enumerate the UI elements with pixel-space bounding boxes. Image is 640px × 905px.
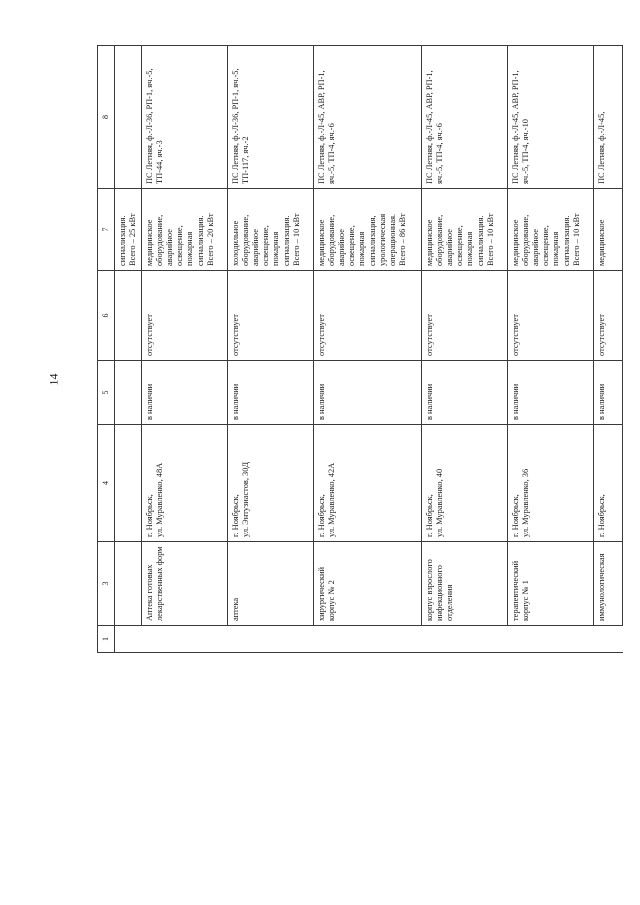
table-cell: корпус взрослого инфекционного отделения	[422, 542, 508, 626]
table-row	[422, 46, 508, 653]
table-cell: сигнализация. Всего – 25 кВт	[115, 189, 142, 271]
table-cell	[115, 425, 142, 542]
table-row	[228, 46, 314, 653]
rotated-page-content	[97, 46, 605, 653]
table-cell: Аптека готовых лекарственных форм	[142, 542, 228, 626]
table-cell: г. Ноябрьск, ул. Энтузиастов, 30Д	[228, 425, 314, 542]
header-row	[98, 46, 115, 653]
data-table	[97, 45, 623, 653]
table-cell: в наличии	[422, 361, 508, 425]
table-cell: иммунологическая	[594, 542, 623, 626]
table-cell: отсутствует	[594, 271, 623, 361]
table-cell: медицинское оборудование, аварийное освещение, пожарная сигнализация, урологическая операционная. Всего – 86 кВт	[314, 189, 422, 271]
table-cell: ПС Летняя, ф.-Л-45, АВР, РП-1, яч.-5, ТП-4, яч.-10	[508, 46, 594, 189]
column-header: 5	[98, 361, 115, 425]
table-row	[594, 46, 623, 653]
table-cell: г. Ноябрьск, ул. Муравленко, 40	[422, 425, 508, 542]
column-header: 8	[98, 46, 115, 189]
table-cell: отсутствует	[314, 271, 422, 361]
column-header: 4	[98, 425, 115, 542]
table-cell: медицинское	[594, 189, 623, 271]
table-cell: медицинское оборудование, аварийное освещение, пожарная сигнализация. Всего – 10 кВт	[508, 189, 594, 271]
table-row	[314, 46, 422, 653]
table-cell: в наличии	[228, 361, 314, 425]
table-cell	[115, 542, 142, 626]
table-cell	[115, 271, 142, 361]
table-cell: в наличии	[594, 361, 623, 425]
column-header: 7	[98, 189, 115, 271]
column-header: 3	[98, 542, 115, 626]
table-cell: хирургический корпус № 2	[314, 542, 422, 626]
table-cell: ПС Летняя, ф.-Л-45, АВР, РП-1, яч.-5, ТП-4, яч.-6	[422, 46, 508, 189]
table-cell	[115, 361, 142, 425]
table-cell: ПС Летняя, ф.-Л-36, РП-1, яч.-5, ТП-44, яч.-3	[142, 46, 228, 189]
table-cell: медицинское оборудование, аварийное освещение, пожарная сигнализация. Всего – 20 кВт	[142, 189, 228, 271]
table-cell: отсутствует	[228, 271, 314, 361]
table-cell: г. Ноябрьск, ул. Муравленко, 36	[508, 425, 594, 542]
table-cell: ПС Летняя, ф.-Л-36, РП-1, яч.-5, ТП-117, яч.-2	[228, 46, 314, 189]
table-cell: в наличии	[508, 361, 594, 425]
continuation-row	[115, 46, 142, 653]
table-cell: отсутствует	[142, 271, 228, 361]
table-cell: ПС Летняя, ф.-Л-45, АВР, РП-1, яч.-5, ТП-4, яч.-6	[314, 46, 422, 189]
table-cell	[115, 46, 142, 189]
table-cell: ПС Летняя, ф.-Л-45,	[594, 46, 623, 189]
page-number: 14	[46, 373, 61, 386]
table-cell: медицинское оборудование, аварийное освещение, пожарная сигнализация. Всего – 10 кВт	[422, 189, 508, 271]
column-header: 6	[98, 271, 115, 361]
table-row	[508, 46, 594, 653]
table-cell: терапевтический корпус № 1	[508, 542, 594, 626]
table-cell-blank	[115, 626, 623, 653]
table-cell: аптека	[228, 542, 314, 626]
table-cell: г. Ноябрьск,	[594, 425, 623, 542]
table-cell: г. Ноябрьск, ул. Муравленко, 42А	[314, 425, 422, 542]
table-cell: г. Ноябрьск, ул. Муравленко, 48А	[142, 425, 228, 542]
table-cell: в наличии	[142, 361, 228, 425]
column-header: 1	[98, 626, 115, 653]
table-cell: холодильное оборудование, аварийное освещение, пожарная сигнализация. Всего – 10 кВт	[228, 189, 314, 271]
table-row	[142, 46, 228, 653]
table-cell: отсутствует	[508, 271, 594, 361]
table-cell: в наличии	[314, 361, 422, 425]
table-cell: отсутствует	[422, 271, 508, 361]
